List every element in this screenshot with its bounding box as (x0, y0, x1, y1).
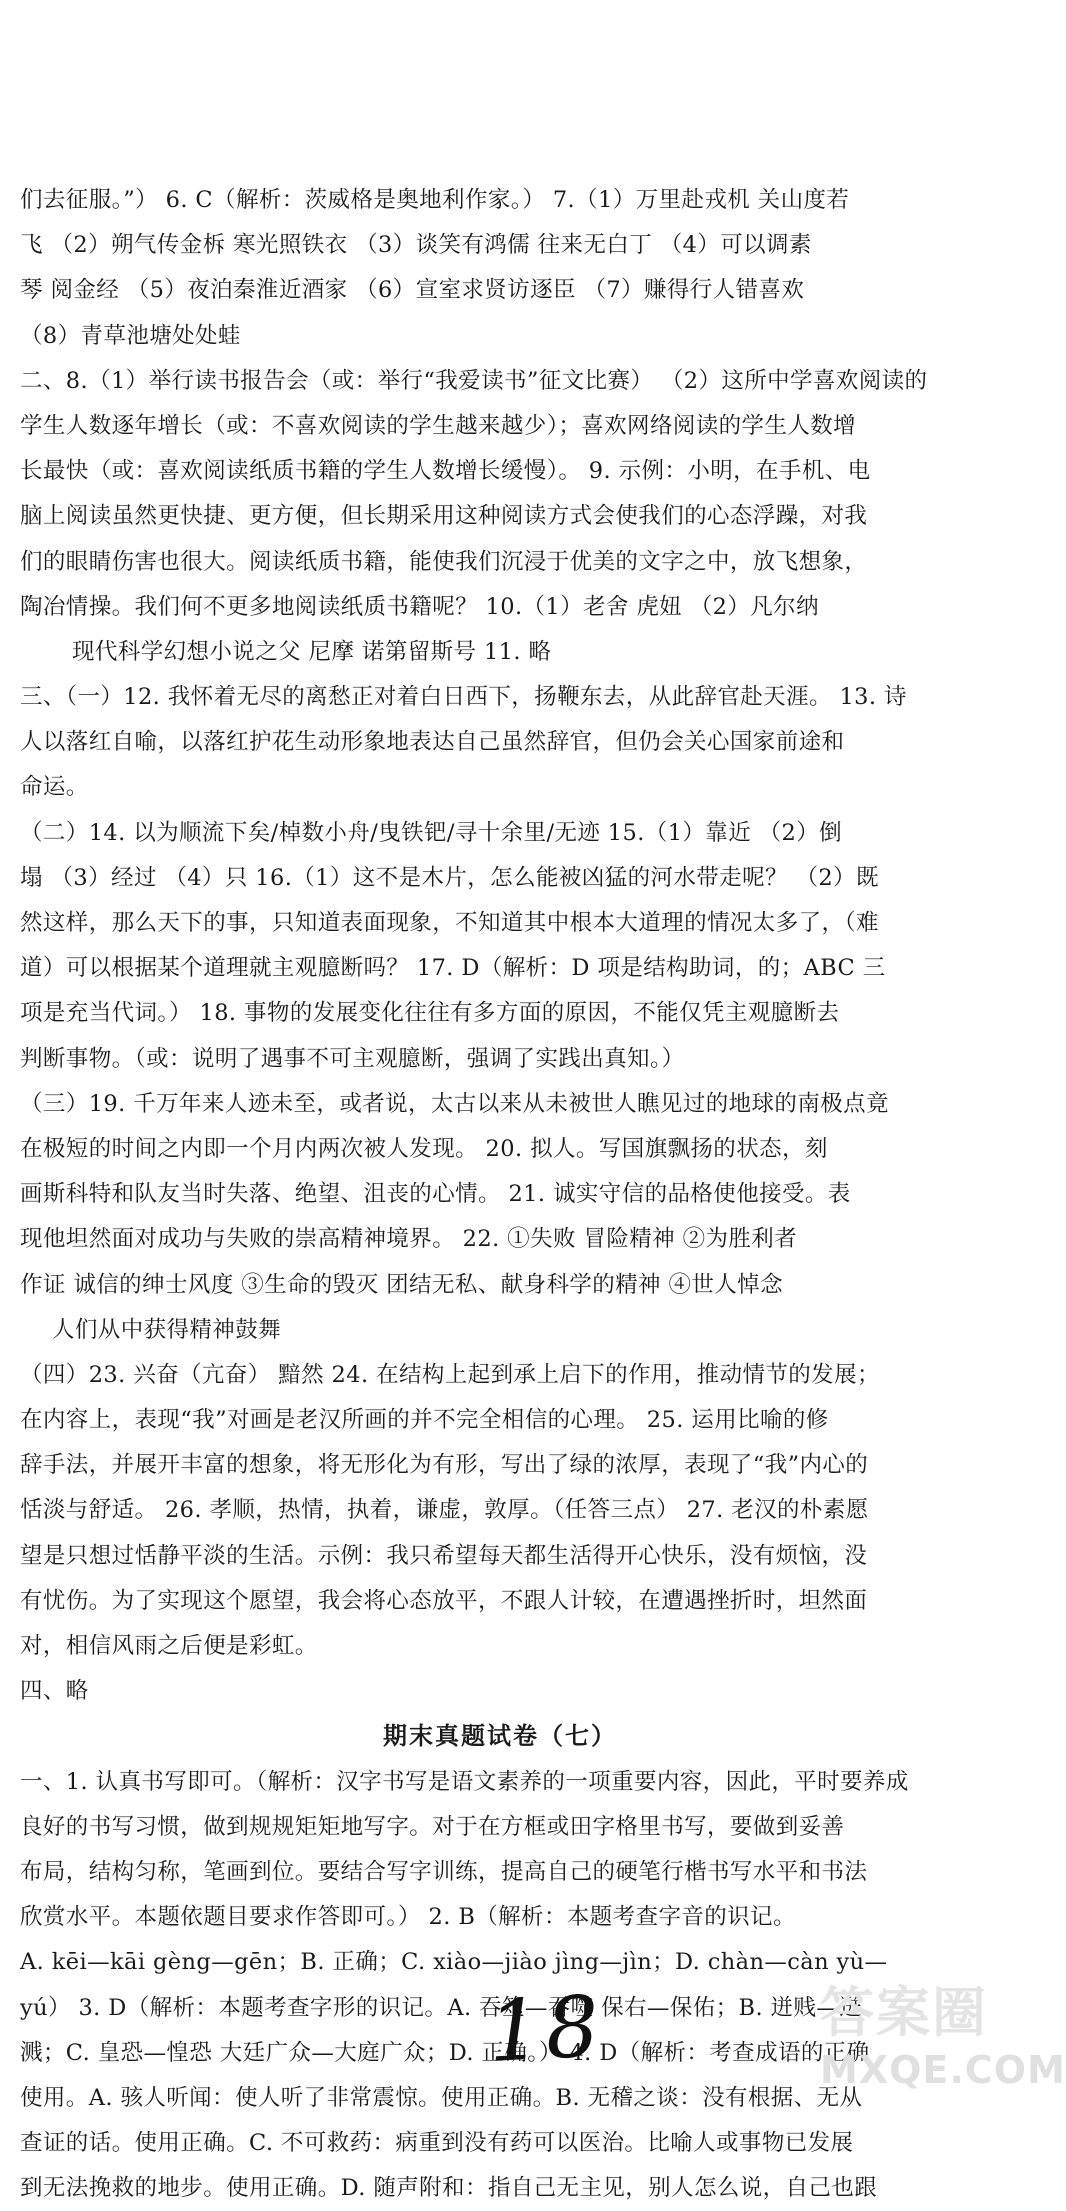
text-line: 三、（一）12. 我怀着无尽的离愁正对着白日西下，扬鞭东去，从此辞官赴天涯。 13. 诗 (20, 684, 907, 711)
text-line: 琴 阅金经 （5）夜泊秦淮近酒家 （6）宣室求贤访逐臣 （7）赚得行人错喜欢 (20, 277, 805, 304)
text-line: 良好的书写习惯，做到规规矩矩地写字。对于在方框或田字格里书写，要做到妥善 (20, 1813, 845, 1840)
text-line: 四、略 (20, 1678, 89, 1705)
text-line: 长最快（或：喜欢阅读纸质书籍的学生人数增长缓慢）。 9. 示例：小明，在手机、电 (20, 458, 871, 485)
text-line: 命运。 (20, 774, 89, 801)
text-line: 飞 （2）朔气传金柝 寒光照铁衣 （3）谈笑有鸿儒 往来无白丁 （4）可以调素 (20, 232, 812, 259)
text-line: （8）青草池塘处处蛙 (20, 322, 241, 349)
text-line: 布局，结构匀称，笔画到位。要结合写字训练，提高自己的硬笔行楷书写水平和书法 (20, 1858, 868, 1885)
text-line: 有忧伤。为了实现这个愿望，我会将心态放平，不跟人计较，在遭遇挫折时，坦然面 (20, 1587, 868, 1614)
text-line: 使用。A. 骇人听闻：使人听了非常震惊。使用正确。B. 无稽之谈：没有根据、无从 (20, 2084, 863, 2111)
text-line: 二、8.（1）举行读书报告会（或：举行“我爱读书”征文比赛） （2）这所中学喜欢阅读的 (20, 367, 928, 394)
section-title: 期末真题试卷（七） (383, 1722, 617, 1751)
text-line: 陶冶情操。我们何不更多地阅读纸质书籍呢？ 10.（1）老舍 虎妞 （2）凡尔纳 (20, 593, 819, 620)
text-line: 现代科学幻想小说之父 尼摩 诺第留斯号 11. 略 (72, 638, 552, 665)
page-number: 18 (485, 1977, 606, 2081)
text-line: 欣赏水平。本题依题目要求作答即可。） 2. B（解析：本题考查字音的识记。 (20, 1904, 796, 1931)
text-line: 们去征服。”） 6. C（解析：茨威格是奥地利作家。） 7.（1）万里赴戎机 关山度若 (20, 187, 850, 213)
text-line: 溅；C. 皇恐—惶恐 大廷广众—大庭广众；D. 正确。） 4. D（解析：考查成语的正确 (20, 2039, 870, 2066)
text-line: 学生人数逐年增长（或：不喜欢阅读的学生越来越少）；喜欢网络阅读的学生人数增 (20, 412, 857, 439)
text-line: 辞手法，并展开丰富的想象，将无形化为有形，写出了绿的浓厚，表现了“我”内心的 (20, 1452, 869, 1479)
text-line: 到无法挽救的地步。使用正确。D. 随声附和：指自己无主见，别人怎么说，自己也跟 (20, 2175, 878, 2202)
text-line: A. kēi—kāi gèng—gēn；B. 正确；C. xiào—jiào jìng—jìn；D. chàn—càn yù— (20, 1949, 888, 1976)
text-line: 判断事物。（或：说明了遇事不可主观臆断，强调了实践出真知。） (20, 1045, 685, 1072)
text-line: 作证 诚信的绅士风度 ③生命的毁灭 团结无私、献身科学的精神 ④世人悼念 (20, 1271, 784, 1298)
text-line: 项是充当代词。） 18. 事物的发展变化往往有多方面的原因，不能仅凭主观臆断去 (20, 1000, 840, 1027)
text-line: 塌 （3）经过 （4）只 16.（1）这不是木片，怎么能被凶猛的河水带走呢？ （2）既 (20, 864, 879, 891)
text-line: yú） 3. D（解析：本题考查字形的识记。A. 吞筮—吞噬 保右—保佑；B. 迸贱—迸 (20, 1994, 863, 2021)
text-line: 们的眼睛伤害也很大。阅读纸质书籍，能使我们沉浸于优美的文字之中，放飞想象， (20, 548, 868, 575)
watermark-text: 答案圈 (820, 1981, 988, 2044)
text-line: 现他坦然面对成功与失败的崇高精神境界。 22. ①失败 冒险精神 ②为胜利者 (20, 1226, 798, 1253)
text-line: 人们从中获得精神鼓舞 (52, 1316, 282, 1343)
text-line: 然这样，那么天下的事，只知道表面现象，不知道其中根本大道理的情况太多了，（难 (20, 910, 879, 936)
text-line: 在极短的时间之内即一个月内两次被人发现。 20. 拟人。写国旗飘扬的状态，刻 (20, 1135, 828, 1162)
text-line: 望是只想过恬静平淡的生活。示例：我只希望每天都生活得开心快乐，没有烦恼，没 (20, 1542, 868, 1569)
text-line: 画斯科特和队友当时失落、绝望、沮丧的心情。 21. 诚实守信的品格使他接受。表 (20, 1181, 851, 1208)
text-line: 对，相信风雨之后便是彩虹。 (20, 1633, 318, 1659)
text-line: 在内容上，表现“我”对画是老汉所画的并不完全相信的心理。 25. 运用比喻的修 (20, 1407, 829, 1434)
text-line: 查证的话。使用正确。C. 不可救药：病重到没有药可以医治。比喻人或事物已发展 (20, 2130, 854, 2157)
text-line: 脑上阅读虽然更快捷、更方便，但长期采用这种阅读方式会使我们的心态浮躁，对我 (20, 503, 868, 530)
answer-text (20, 178, 980, 2211)
watermark-logo (820, 1978, 1066, 2116)
text-line: （二）14. 以为顺流下矣/棹数小舟/曳铁钯/寻十余里/无迹 15.（1）靠近 （2）倒 (20, 819, 843, 846)
watermark-url: MXQE.COM (820, 2048, 1066, 2092)
text-line: 人以落红自喻，以落红护花生动形象地表达自己虽然辞官，但仍会关心国家前途和 (20, 729, 845, 756)
text-line: （三）19. 千万年来人迹未至，或者说，太古以来从未被世人瞧见过的地球的南极点竟 (20, 1090, 889, 1117)
text-line: 一、1. 认真书写即可。（解析：汉字书写是语文素养的一项重要内容，因此，平时要养成 (20, 1768, 909, 1795)
text-line: 恬淡与舒适。 26. 孝顺，热情，执着，谦虚，敦厚。（任答三点） 27. 老汉的朴素愿 (20, 1497, 869, 1524)
text-line: （四）23. 兴奋（亢奋） 黯然 24. 在结构上起到承上启下的作用，推动情节的发展； (20, 1361, 880, 1388)
text-line: 道）可以根据某个道理就主观臆断吗？ 17. D（解析：D 项是结构助词，的；ABC 三 (20, 955, 886, 982)
